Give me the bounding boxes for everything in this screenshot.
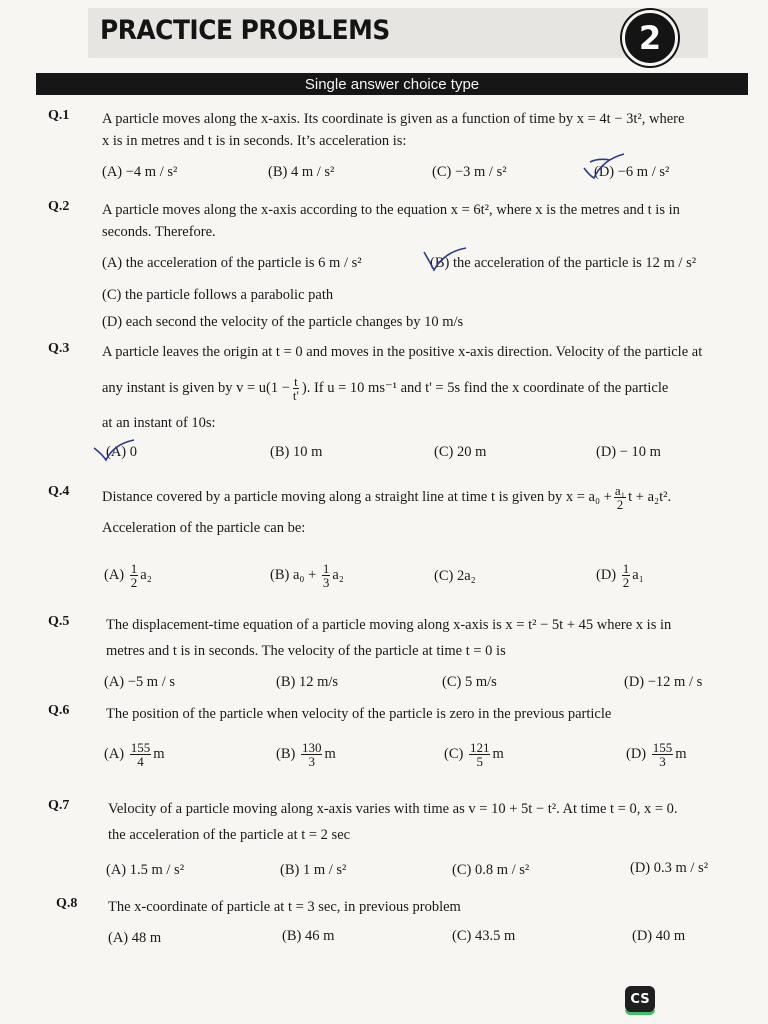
option-c: (C) 5 m/s xyxy=(442,674,497,690)
option-d: (D) −6 m / s² xyxy=(594,164,670,180)
option-c: (C) 2a₂ xyxy=(434,568,476,584)
option-d: (D) 0.3 m / s² xyxy=(630,860,709,876)
option-a: (A) −5 m / s xyxy=(104,674,176,690)
question-number: Q.3 xyxy=(48,341,70,356)
option-c: (C) the particle follows a parabolic path xyxy=(102,287,334,303)
option-b: (B) 4 m / s² xyxy=(268,164,335,180)
option-b: (B) the acceleration of the particle is 12 m / s² xyxy=(430,255,697,271)
option-b: (B) 12 m/s xyxy=(276,674,339,690)
option-c: (C) 0.8 m / s² xyxy=(452,862,530,878)
question-number: Q.4 xyxy=(48,484,70,499)
option-a: (A) −4 m / s² xyxy=(102,164,178,180)
option-b: (B) a₀ + $\frac{1}{3}$ a₂ xyxy=(270,561,344,590)
option-b: (B) $\frac{130}{3}$ m xyxy=(276,740,336,769)
option-b: (B) 1 m / s² xyxy=(280,862,347,878)
question-text: The x-coordinate of particle at t = 3 sec, in previous problem xyxy=(108,899,461,915)
question-number: Q.8 xyxy=(56,896,78,911)
option-a: (A) 0 xyxy=(106,444,138,460)
option-d: (D) $\frac{1}{2}$ a₁ xyxy=(596,561,644,590)
question-text: A particle moves along the x-axis. Its coordinate is given as a function of time by x = 4t − 3t², where x is in metres and t is in seconds. It’s acceleration is: xyxy=(102,111,685,149)
fraction: $\frac{t}{t'}$ xyxy=(292,374,299,403)
option-d: (D) − 10 m xyxy=(596,444,661,460)
answer-tick-mark xyxy=(420,244,470,274)
option-a: (A) 48 m xyxy=(108,930,162,946)
answer-tick-mark xyxy=(580,150,630,184)
page-header xyxy=(88,8,708,58)
option-c: (C) $\frac{121}{5}$ m xyxy=(444,740,504,769)
option-c: (C) 43.5 m xyxy=(452,928,516,944)
answer-tick-mark xyxy=(92,436,138,466)
question-text: The displacement-time equation of a particle moving along x-axis is x = t² − 5t + 45 where x is in metres and t is in seconds. The velocity of the particle at time t = 0 is xyxy=(106,617,672,659)
question-text: Distance covered by a particle moving along a straight line at time t is given by x = a₀ + $\frac{\text{a₁}}{2}$ t + a₂t². Acceleration of the particle can be: xyxy=(102,483,672,536)
camscanner-logo: CS xyxy=(625,986,655,1012)
page-title: PRACTICE PROBLEMS xyxy=(100,15,390,46)
option-d: (D) −12 m / s xyxy=(624,674,703,690)
option-d: (D) each second the velocity of the particle changes by 10 m/s xyxy=(102,314,464,330)
option-b: (B) 10 m xyxy=(270,444,323,460)
question-number: Q.7 xyxy=(48,798,70,813)
option-a: (A) the acceleration of the particle is 6 m / s² xyxy=(102,255,362,271)
fraction: $\frac{\text{a₁}}{2}$ xyxy=(614,483,626,512)
question-number: Q.2 xyxy=(48,199,70,214)
option-d: (D) 40 m xyxy=(632,928,686,944)
option-a: (A) $\frac{1}{2}$ a₂ xyxy=(104,561,152,590)
option-a: (A) 1.5 m / s² xyxy=(106,862,185,878)
option-a: (A) $\frac{155}{4}$ m xyxy=(104,740,165,769)
option-d: (D) $\frac{155}{3}$ m xyxy=(626,740,687,769)
option-c: (C) 20 m xyxy=(434,444,487,460)
question-text: The position of the particle when velocity of the particle is zero in the previous particle xyxy=(106,706,612,722)
option-b: (B) 46 m xyxy=(282,928,335,944)
question-number: Q.6 xyxy=(48,703,70,718)
exercise-number-badge: 2 xyxy=(622,10,678,66)
question-text: Velocity of a particle moving along x-axis varies with time as v = 10 + 5t − t². At time t = 0, x = 0. the acceleration of the particle at t = 2 sec xyxy=(108,801,678,843)
question-number: Q.5 xyxy=(48,614,70,629)
option-c: (C) −3 m / s² xyxy=(432,164,507,180)
question-number: Q.1 xyxy=(48,108,70,123)
question-text: A particle moves along the x-axis according to the equation x = 6t², where x is the metres and t is in seconds. Therefore. xyxy=(102,202,680,240)
question-text: A particle leaves the origin at t = 0 and moves in the positive x-axis direction. Velocity of the particle at any instant is given by v = u(1 − $\frac{t}{t'}$ ). If u = 10 ms⁻¹ and t' = 5s find the x coordinate of the particle at an instant of 10s: xyxy=(102,344,703,431)
section-heading: Single answer choice type xyxy=(36,73,748,95)
